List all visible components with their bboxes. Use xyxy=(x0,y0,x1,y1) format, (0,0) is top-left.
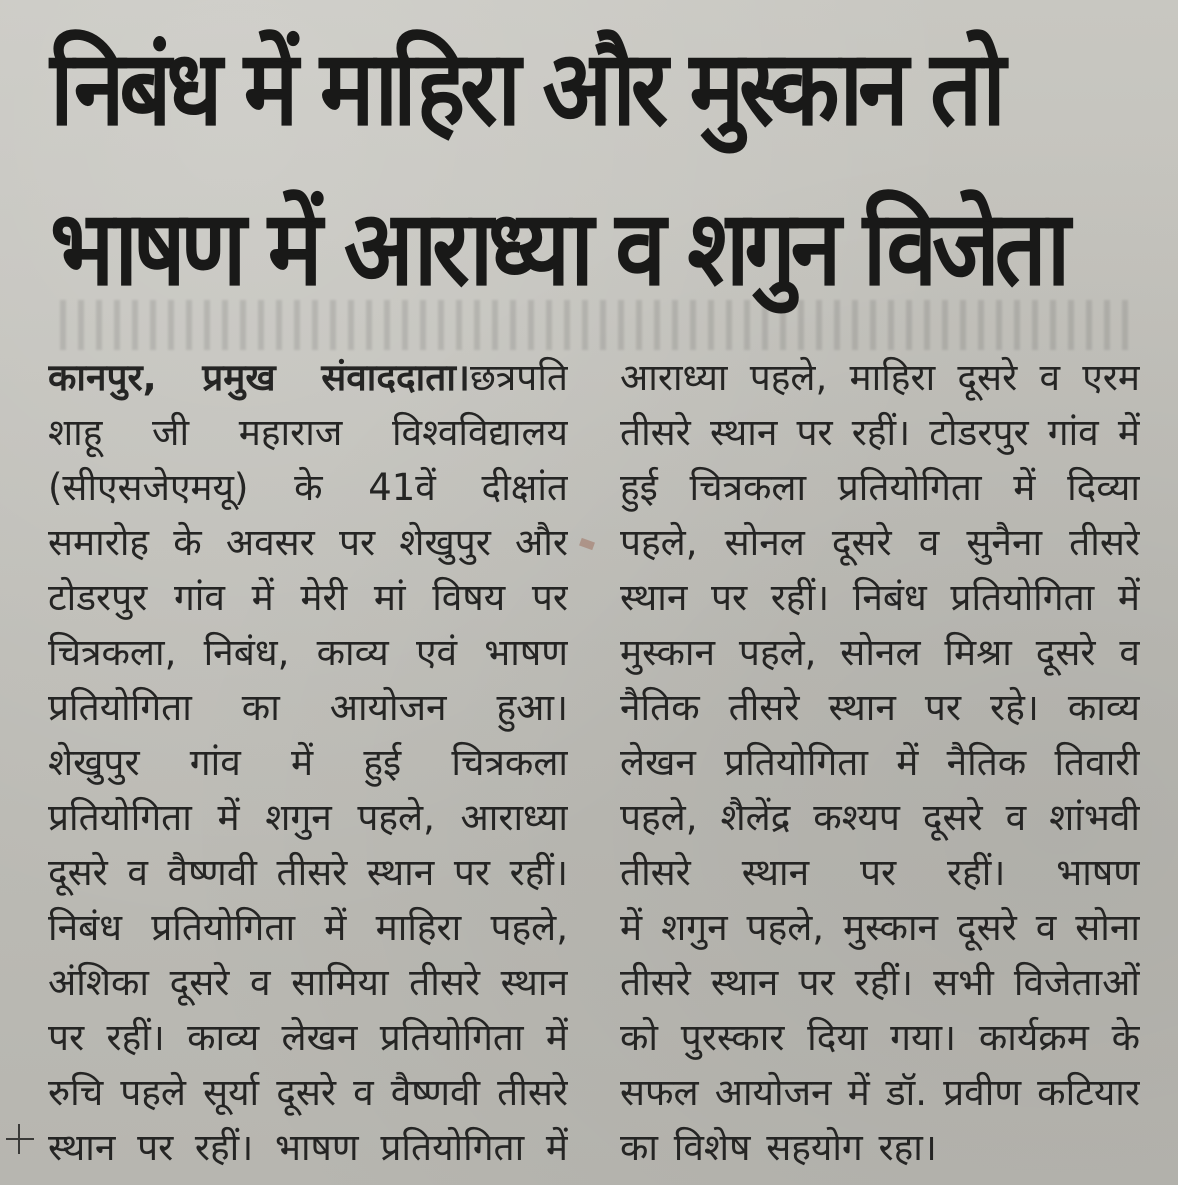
article-line: अंशिका दूसरे व सामिया तीसरे स्थान xyxy=(48,961,568,1004)
article-line: स्थान पर रहीं। भाषण प्रतियोगिता में xyxy=(48,1126,568,1169)
article-first-line xyxy=(48,350,568,405)
article-line: नैतिक तीसरे स्थान पर रहे। काव्य xyxy=(620,686,1140,729)
article-line: प्रतियोगिता का आयोजन हुआ। xyxy=(48,686,568,729)
article-line: छत्रपति xyxy=(469,356,568,399)
article-line: पहले, शैलेंद्र कश्यप दूसरे व शांभवी xyxy=(620,796,1140,839)
crop-mark xyxy=(6,1138,34,1140)
article-line: निबंध प्रतियोगिता में माहिरा पहले, xyxy=(48,906,568,949)
article-line: तीसरे स्थान पर रहीं। भाषण xyxy=(620,851,1140,894)
article-line: रुचि पहले सूर्या दूसरे व वैष्णवी तीसरे xyxy=(48,1071,568,1114)
article-line: पहले, सोनल दूसरे व सुनैना तीसरे xyxy=(620,521,1140,564)
article-line: आराध्या पहले, माहिरा दूसरे व एरम xyxy=(620,356,1140,399)
article-line: लेखन प्रतियोगिता में नैतिक तिवारी xyxy=(620,741,1140,784)
dateline: कानपुर, प्रमुख संवाददाता। xyxy=(48,356,470,399)
headline-line-2: भाषण में आराध्या व शगुन विजेता xyxy=(50,187,1066,309)
article-column-right xyxy=(620,350,1140,1170)
article-line: (सीएसजेएमयू) के 41वें दीक्षांत xyxy=(48,466,568,509)
headline-line-1: निबंध में माहिरा और मुस्कान तो xyxy=(50,27,1001,149)
article-line: तीसरे स्थान पर रहीं। सभी विजेताओं xyxy=(620,961,1140,1004)
article-line: टोडरपुर गांव में मेरी मां विषय पर xyxy=(48,576,568,619)
article-line: शेखुपुर गांव में हुई चित्रकला xyxy=(48,741,568,784)
article-line: चित्रकला, निबंध, काव्य एवं भाषण xyxy=(48,631,568,674)
article-line: पर रहीं। काव्य लेखन प्रतियोगिता में xyxy=(48,1016,568,1059)
article-line: सफल आयोजन में डॉ. प्रवीण कटियार xyxy=(620,1071,1140,1114)
crop-mark xyxy=(18,1124,20,1154)
article-line: दूसरे व वैष्णवी तीसरे स्थान पर रहीं। xyxy=(48,851,568,894)
article-line: प्रतियोगिता में शगुन पहले, आराध्या xyxy=(48,796,568,839)
article-line: का विशेष सहयोग रहा। xyxy=(620,1126,937,1169)
article-line: समारोह के अवसर पर शेखुपुर और xyxy=(48,521,568,564)
article-column-left xyxy=(48,350,568,1170)
article-line: शाहू जी महाराज विश्वविद्यालय xyxy=(48,411,568,454)
article-line: को पुरस्कार दिया गया। कार्यक्रम के xyxy=(620,1016,1140,1059)
article-line: में शगुन पहले, मुस्कान दूसरे व सोना xyxy=(620,906,1140,949)
article-line: स्थान पर रहीं। निबंध प्रतियोगिता में xyxy=(620,576,1140,619)
paper-stain xyxy=(579,538,595,550)
article-line: मुस्कान पहले, सोनल मिश्रा दूसरे व xyxy=(620,631,1140,674)
article-line: हुई चित्रकला प्रतियोगिता में दिव्या xyxy=(620,466,1140,509)
article-line: तीसरे स्थान पर रहीं। टोडरपुर गांव में xyxy=(620,411,1140,454)
